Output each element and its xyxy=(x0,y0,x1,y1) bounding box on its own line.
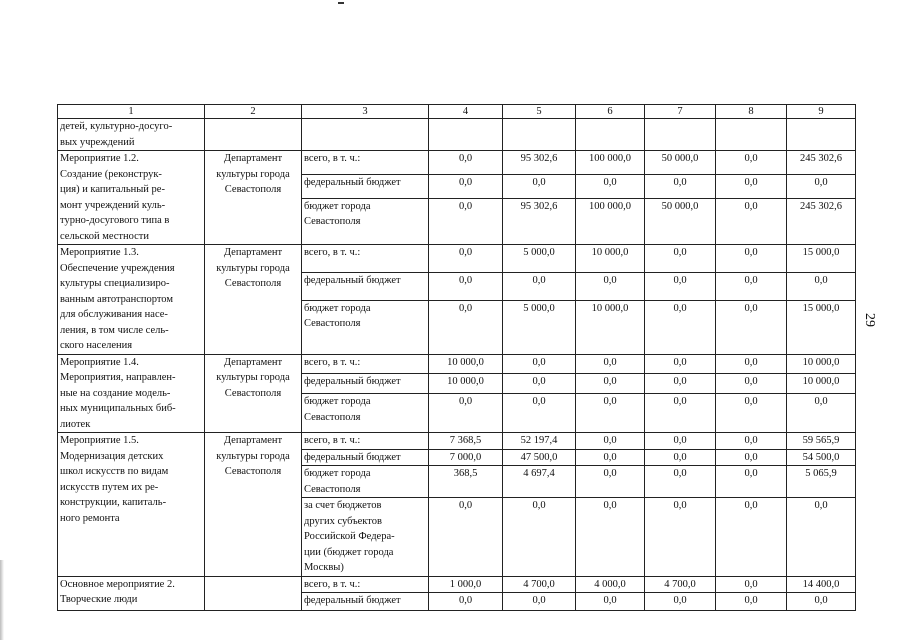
amount-cell: 0,0 xyxy=(716,151,787,175)
amount-cell: 0,0 xyxy=(503,272,576,300)
amount-cell: 0,0 xyxy=(787,174,856,198)
amount-cell: 4 000,0 xyxy=(576,576,645,593)
amount-cell: 0,0 xyxy=(787,498,856,577)
amount-cell: 50 000,0 xyxy=(645,151,716,175)
amount-cell: 368,5 xyxy=(429,466,503,498)
amount-cell: 0,0 xyxy=(429,151,503,175)
measure-name-cell: детей, культурно-досуго- вых учреждений xyxy=(58,119,205,151)
funding-source-cell: всего, в т. ч.: xyxy=(302,354,429,374)
value-cell xyxy=(787,119,856,151)
amount-cell: 95 302,6 xyxy=(503,198,576,244)
amount-cell: 0,0 xyxy=(645,433,716,450)
amount-cell: 0,0 xyxy=(576,449,645,466)
amount-cell: 0,0 xyxy=(645,394,716,433)
funding-source-cell: за счет бюджетов других субъектов Российской Федера- ции (бюджет города Москвы) xyxy=(302,498,429,577)
amount-cell: 0,0 xyxy=(716,576,787,593)
amount-cell: 95 302,6 xyxy=(503,151,576,175)
funding-source-cell: всего, в т. ч.: xyxy=(302,245,429,273)
value-cell xyxy=(576,119,645,151)
amount-cell: 15 000,0 xyxy=(787,300,856,354)
header-cell: 6 xyxy=(576,105,645,119)
amount-cell: 4 700,0 xyxy=(503,576,576,593)
amount-cell: 0,0 xyxy=(429,300,503,354)
amount-cell: 0,0 xyxy=(429,394,503,433)
amount-cell: 10 000,0 xyxy=(576,300,645,354)
funding-source-cell: бюджет города Севастополя xyxy=(302,198,429,244)
amount-cell: 0,0 xyxy=(576,498,645,577)
amount-cell: 7 000,0 xyxy=(429,449,503,466)
funding-source-cell: всего, в т. ч.: xyxy=(302,433,429,450)
page-number: 29 xyxy=(862,313,877,327)
measure-row xyxy=(58,576,856,593)
amount-cell: 5 065,9 xyxy=(787,466,856,498)
amount-cell: 0,0 xyxy=(716,174,787,198)
amount-cell: 0,0 xyxy=(645,272,716,300)
header-cell: 3 xyxy=(302,105,429,119)
amount-cell: 0,0 xyxy=(716,466,787,498)
funding-source-cell: федеральный бюджет xyxy=(302,593,429,611)
amount-cell: 52 197,4 xyxy=(503,433,576,450)
scan-edge-shadow xyxy=(0,560,4,640)
amount-cell: 0,0 xyxy=(429,198,503,244)
source-cell xyxy=(302,119,429,151)
amount-cell: 0,0 xyxy=(787,394,856,433)
header-cell: 7 xyxy=(645,105,716,119)
header-cell: 5 xyxy=(503,105,576,119)
amount-cell: 0,0 xyxy=(716,593,787,611)
amount-cell: 0,0 xyxy=(716,449,787,466)
amount-cell: 0,0 xyxy=(645,354,716,374)
funding-source-cell: федеральный бюджет xyxy=(302,449,429,466)
amount-cell: 245 302,6 xyxy=(787,198,856,244)
amount-cell: 0,0 xyxy=(716,198,787,244)
scan-mark xyxy=(338,2,344,4)
measure-name-cell: Мероприятие 1.5. Модернизация детских школ искусств по видам искусств путем их ре- конструкции, капиталь- ного ремонта xyxy=(58,433,205,577)
amount-cell: 54 500,0 xyxy=(787,449,856,466)
amount-cell: 0,0 xyxy=(645,593,716,611)
amount-cell: 15 000,0 xyxy=(787,245,856,273)
executor-cell: Департамент культуры города Севастополя xyxy=(205,433,302,577)
amount-cell: 5 000,0 xyxy=(503,245,576,273)
amount-cell: 0,0 xyxy=(576,272,645,300)
amount-cell: 10 000,0 xyxy=(429,374,503,394)
amount-cell: 10 000,0 xyxy=(429,354,503,374)
measure-name-cell: Мероприятие 1.3. Обеспечение учреждения культуры специализиро- ванным автотранспортом для обслуживания насе- ления, в том числе сель- ского населения xyxy=(58,245,205,355)
amount-cell: 0,0 xyxy=(576,174,645,198)
header-cell: 9 xyxy=(787,105,856,119)
amount-cell: 0,0 xyxy=(429,174,503,198)
funding-source-cell: федеральный бюджет xyxy=(302,374,429,394)
amount-cell: 0,0 xyxy=(787,593,856,611)
amount-cell: 0,0 xyxy=(429,498,503,577)
measure-row xyxy=(58,245,856,273)
measure-row xyxy=(58,433,856,450)
amount-cell: 0,0 xyxy=(503,498,576,577)
executor-cell xyxy=(205,119,302,151)
amount-cell: 47 500,0 xyxy=(503,449,576,466)
funding-source-cell: федеральный бюджет xyxy=(302,174,429,198)
amount-cell: 100 000,0 xyxy=(576,198,645,244)
amount-cell: 0,0 xyxy=(716,374,787,394)
measure-row xyxy=(58,354,856,374)
amount-cell: 0,0 xyxy=(645,449,716,466)
header-cell: 2 xyxy=(205,105,302,119)
measure-name-cell: Мероприятие 1.2. Создание (реконструк- ция) и капитальный ре- монт учреждений куль- турно-досугового типа в сельской местности xyxy=(58,151,205,245)
amount-cell: 0,0 xyxy=(576,374,645,394)
funding-source-cell: бюджет города Севастополя xyxy=(302,394,429,433)
amount-cell: 14 400,0 xyxy=(787,576,856,593)
amount-cell: 0,0 xyxy=(503,174,576,198)
amount-cell: 0,0 xyxy=(716,498,787,577)
amount-cell: 0,0 xyxy=(787,272,856,300)
amount-cell: 0,0 xyxy=(645,300,716,354)
amount-cell: 0,0 xyxy=(503,394,576,433)
value-cell xyxy=(503,119,576,151)
amount-cell: 0,0 xyxy=(716,354,787,374)
amount-cell: 0,0 xyxy=(429,272,503,300)
budget-table xyxy=(57,104,856,611)
amount-cell: 10 000,0 xyxy=(576,245,645,273)
measure-name-cell: Мероприятие 1.4. Мероприятия, направлен- ные на создание модель- ных муниципальных биб- лиотек xyxy=(58,354,205,433)
amount-cell: 0,0 xyxy=(429,245,503,273)
header-cell: 8 xyxy=(716,105,787,119)
amount-cell: 100 000,0 xyxy=(576,151,645,175)
amount-cell: 0,0 xyxy=(576,394,645,433)
amount-cell: 0,0 xyxy=(645,174,716,198)
amount-cell: 50 000,0 xyxy=(645,198,716,244)
amount-cell: 4 697,4 xyxy=(503,466,576,498)
continuation-row xyxy=(58,119,856,151)
measure-row xyxy=(58,151,856,175)
amount-cell: 0,0 xyxy=(645,498,716,577)
amount-cell: 7 368,5 xyxy=(429,433,503,450)
executor-cell xyxy=(205,576,302,611)
funding-source-cell: бюджет города Севастополя xyxy=(302,300,429,354)
amount-cell: 0,0 xyxy=(576,593,645,611)
amount-cell: 4 700,0 xyxy=(645,576,716,593)
executor-cell: Департамент культуры города Севастополя xyxy=(205,151,302,245)
funding-source-cell: всего, в т. ч.: xyxy=(302,151,429,175)
amount-cell: 0,0 xyxy=(645,245,716,273)
executor-cell: Департамент культуры города Севастополя xyxy=(205,245,302,355)
header-row xyxy=(58,105,856,119)
amount-cell: 1 000,0 xyxy=(429,576,503,593)
amount-cell: 0,0 xyxy=(576,354,645,374)
amount-cell: 0,0 xyxy=(503,593,576,611)
header-cell: 4 xyxy=(429,105,503,119)
amount-cell: 0,0 xyxy=(576,466,645,498)
executor-cell: Департамент культуры города Севастополя xyxy=(205,354,302,433)
header-cell: 1 xyxy=(58,105,205,119)
amount-cell: 0,0 xyxy=(716,394,787,433)
amount-cell: 0,0 xyxy=(716,245,787,273)
funding-source-cell: всего, в т. ч.: xyxy=(302,576,429,593)
amount-cell: 0,0 xyxy=(503,354,576,374)
amount-cell: 0,0 xyxy=(716,300,787,354)
amount-cell: 0,0 xyxy=(429,593,503,611)
funding-source-cell: федеральный бюджет xyxy=(302,272,429,300)
amount-cell: 10 000,0 xyxy=(787,374,856,394)
amount-cell: 0,0 xyxy=(576,433,645,450)
amount-cell: 59 565,9 xyxy=(787,433,856,450)
amount-cell: 5 000,0 xyxy=(503,300,576,354)
value-cell xyxy=(645,119,716,151)
amount-cell: 0,0 xyxy=(645,374,716,394)
measure-name-cell: Основное мероприятие 2. Творческие люди xyxy=(58,576,205,611)
amount-cell: 245 302,6 xyxy=(787,151,856,175)
funding-source-cell: бюджет города Севастополя xyxy=(302,466,429,498)
amount-cell: 0,0 xyxy=(716,272,787,300)
value-cell xyxy=(429,119,503,151)
amount-cell: 0,0 xyxy=(716,433,787,450)
amount-cell: 0,0 xyxy=(503,374,576,394)
amount-cell: 0,0 xyxy=(645,466,716,498)
amount-cell: 10 000,0 xyxy=(787,354,856,374)
value-cell xyxy=(716,119,787,151)
